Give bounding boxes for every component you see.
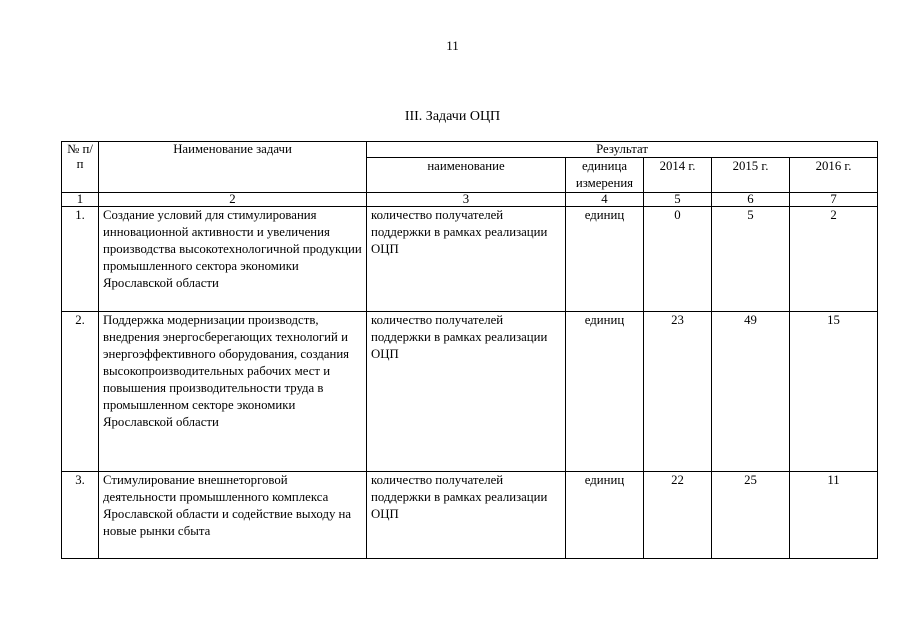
value-2016: 11 bbox=[790, 472, 878, 559]
section-title: III. Задачи ОЦП bbox=[404, 109, 501, 124]
value-2016: 2 bbox=[790, 207, 878, 312]
value-2014: 22 bbox=[644, 472, 712, 559]
page-number: 11 bbox=[446, 38, 459, 53]
value-2015: 5 bbox=[712, 207, 790, 312]
column-number: 1 bbox=[62, 193, 99, 207]
indicator-name: количество получателей поддержки в рамках реализации ОЦП bbox=[367, 207, 566, 312]
header-2015: 2015 г. bbox=[712, 158, 790, 193]
column-number: 4 bbox=[566, 193, 644, 207]
indicator-name: количество получателей поддержки в рамках реализации ОЦП bbox=[367, 312, 566, 472]
row-number: 3. bbox=[62, 472, 99, 559]
column-number: 7 bbox=[790, 193, 878, 207]
unit: единиц bbox=[566, 207, 644, 312]
indicator-name: количество получателей поддержки в рамках реализации ОЦП bbox=[367, 472, 566, 559]
value-2015: 49 bbox=[712, 312, 790, 472]
value-2016: 15 bbox=[790, 312, 878, 472]
header-task-name: Наименование задачи bbox=[99, 142, 367, 193]
value-2014: 23 bbox=[644, 312, 712, 472]
header-no: № п/п bbox=[62, 142, 99, 193]
header-2014: 2014 г. bbox=[644, 158, 712, 193]
column-number: 3 bbox=[367, 193, 566, 207]
row-number: 1. bbox=[62, 207, 99, 312]
value-2015: 25 bbox=[712, 472, 790, 559]
unit: единиц bbox=[566, 472, 644, 559]
unit: единиц bbox=[566, 312, 644, 472]
table-row bbox=[62, 207, 878, 312]
table-row bbox=[62, 472, 878, 559]
value-2014: 0 bbox=[644, 207, 712, 312]
table-row bbox=[62, 312, 878, 472]
task-name: Стимулирование внешнеторговой деятельности промышленного комплекса Ярославской области и содействие выходу на новые рынки сбыта bbox=[99, 472, 367, 559]
task-name: Поддержка модернизации производств, внедрения энергосберегающих технологий и энергоэффективного оборудования, создания высокопроизводительных рабочих мест и повышения производительности труда в промышленном секторе экономики Ярославской области bbox=[99, 312, 367, 472]
header-result: Результат bbox=[367, 142, 878, 158]
column-number: 5 bbox=[644, 193, 712, 207]
header-result-name: наименование bbox=[367, 158, 566, 193]
header-unit: единица измерения bbox=[566, 158, 644, 193]
column-number-row bbox=[62, 193, 878, 207]
row-number: 2. bbox=[62, 312, 99, 472]
column-number: 2 bbox=[99, 193, 367, 207]
column-number: 6 bbox=[712, 193, 790, 207]
header-2016: 2016 г. bbox=[790, 158, 878, 193]
task-name: Создание условий для стимулирования инновационной активности и увеличения производства высокотехнологичной продукции промышленного сектора экономики Ярославской области bbox=[99, 207, 367, 312]
tasks-table bbox=[61, 141, 878, 559]
